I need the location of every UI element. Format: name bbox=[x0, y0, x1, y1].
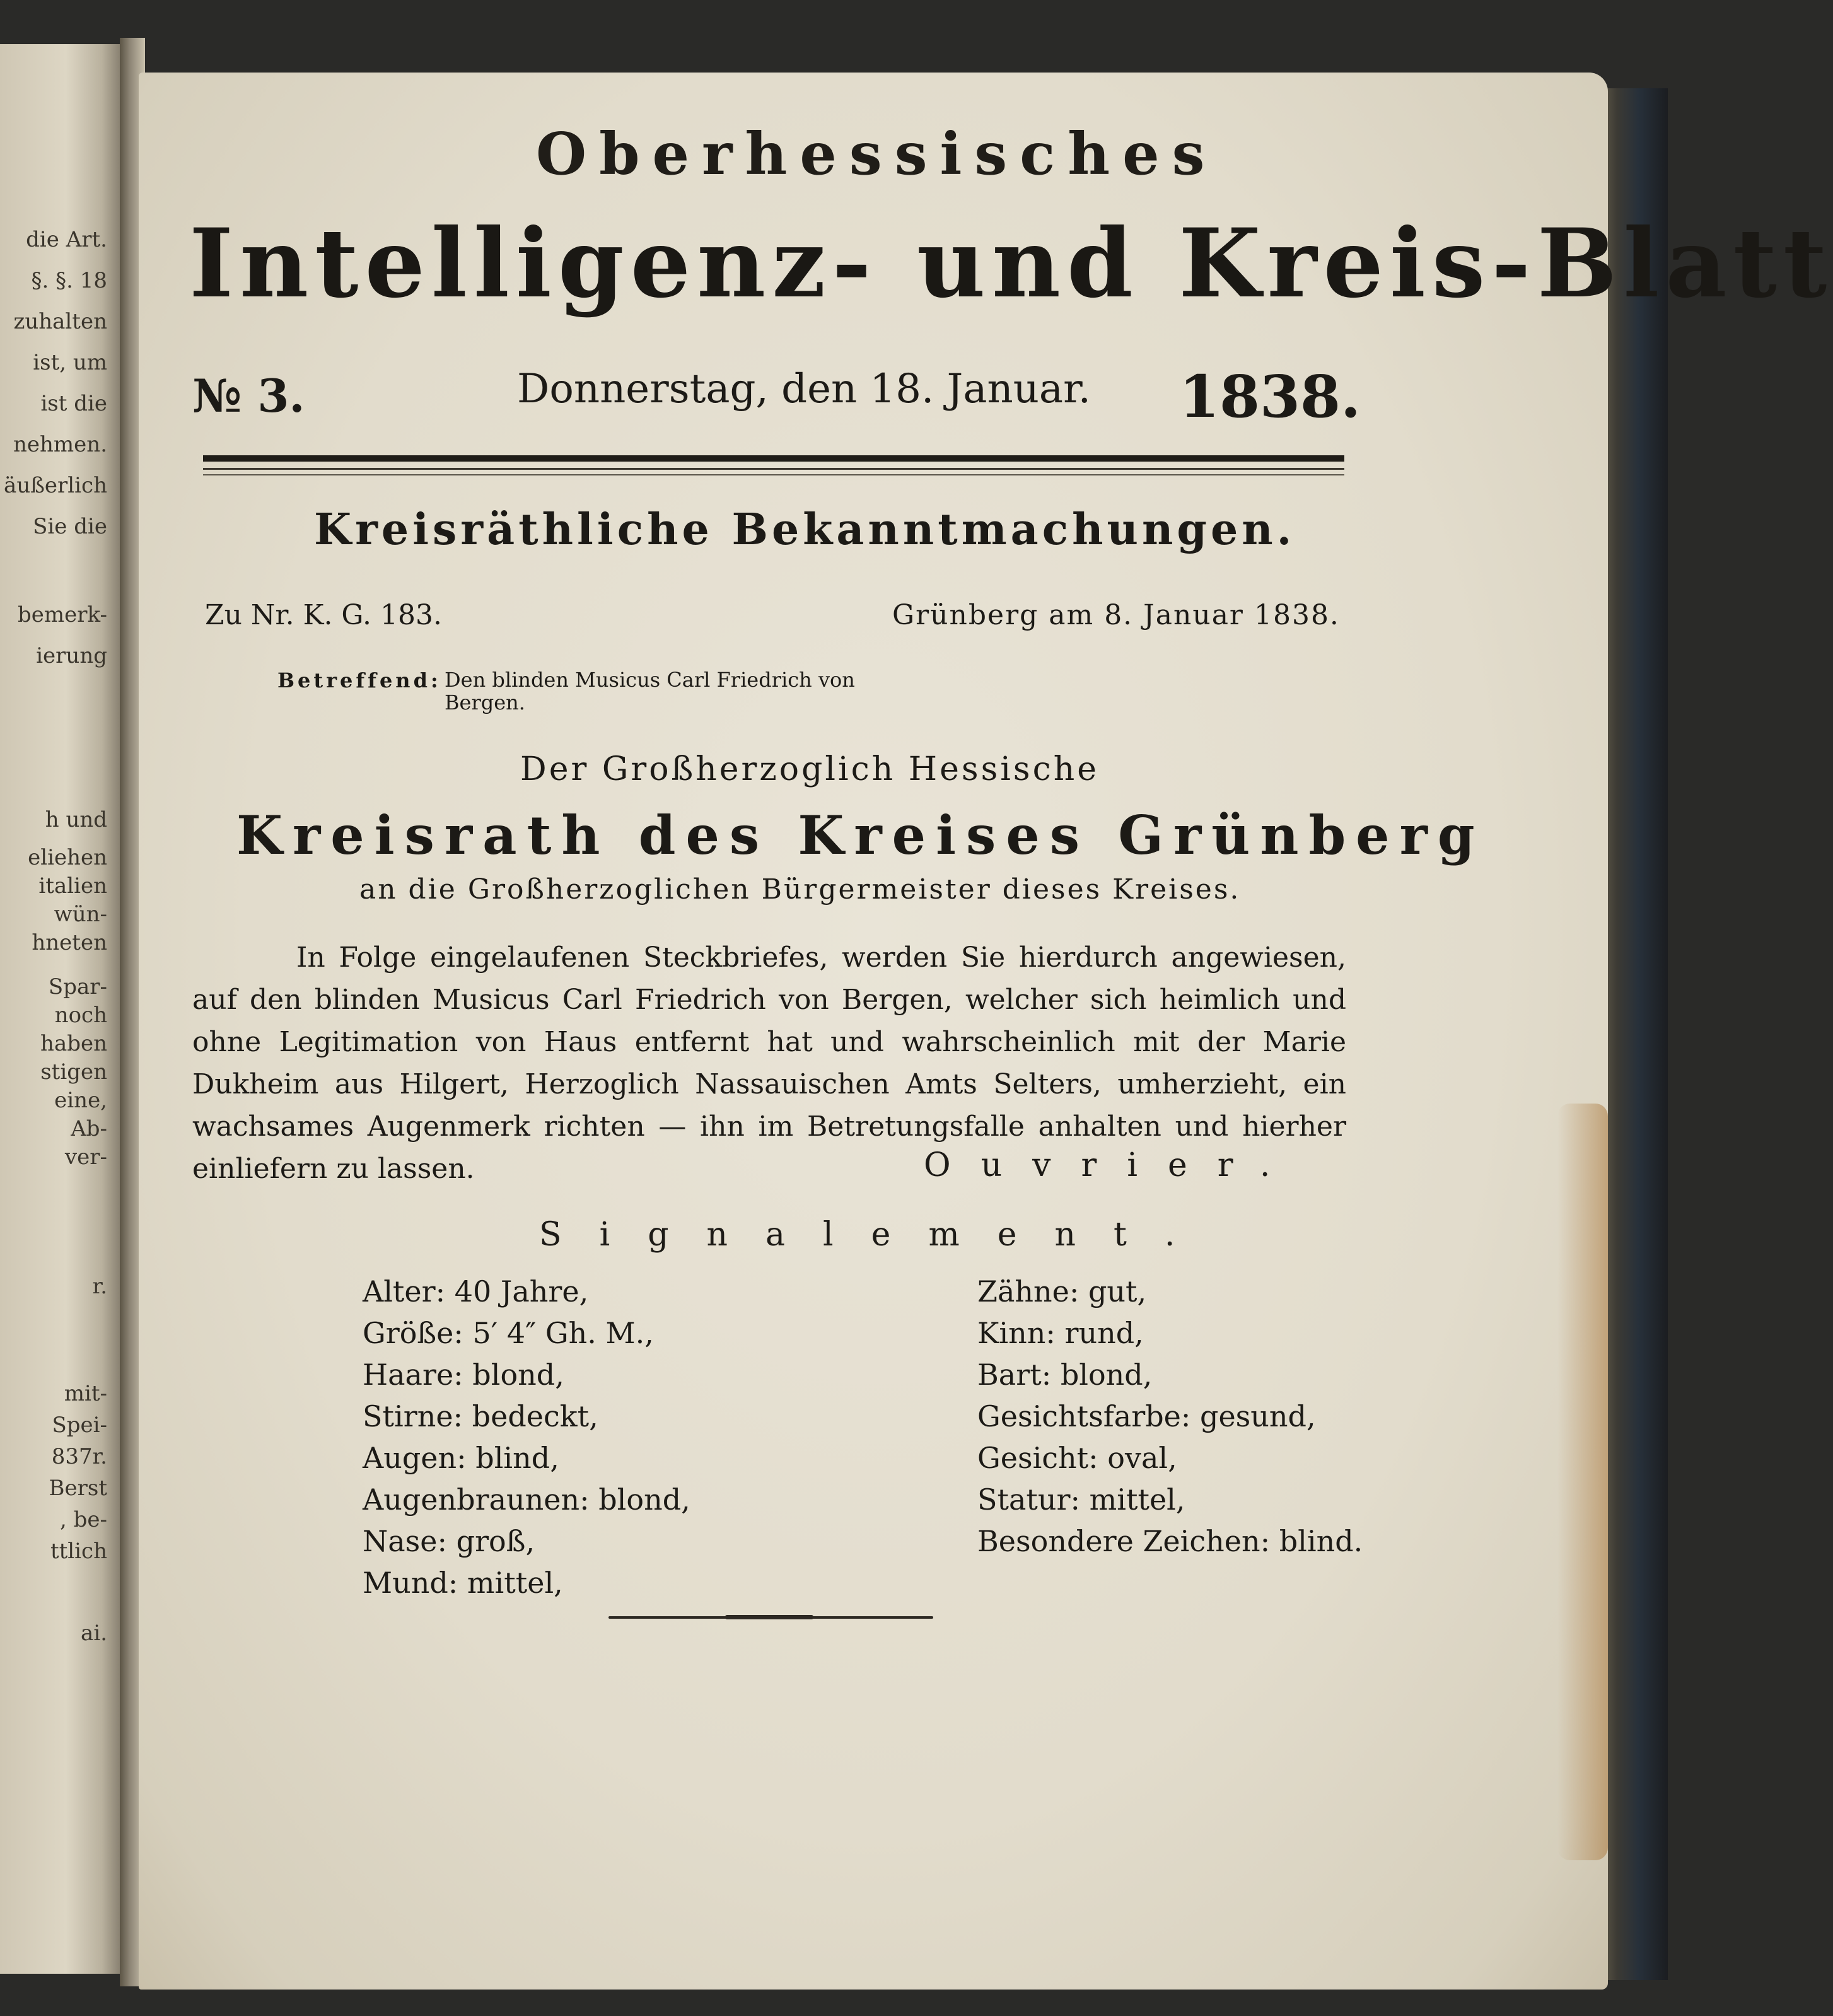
section-title: Kreisräthliche Bekanntmachungen. bbox=[314, 504, 1296, 555]
left-fragment: ist, um bbox=[33, 350, 107, 375]
left-fragment: hneten bbox=[32, 930, 107, 955]
issue-number: № 3. bbox=[192, 369, 305, 422]
signalement-right-column bbox=[977, 1271, 1363, 1562]
signalement-item: Nase: groß, bbox=[363, 1524, 535, 1558]
issue-date: Donnerstag, den 18. Januar. bbox=[517, 366, 1091, 412]
left-fragment: Ab- bbox=[71, 1116, 107, 1141]
notice-reference: Zu Nr. K. G. 183. bbox=[205, 599, 442, 631]
signalement-item: Augenbraunen: blond, bbox=[363, 1483, 690, 1517]
left-fragment: äußerlich bbox=[4, 473, 107, 498]
signalement-item: Kinn: rund, bbox=[977, 1316, 1144, 1350]
subject-text: Den blinden Musicus Carl Friedrich von Bergen. bbox=[445, 668, 855, 714]
left-page-edge bbox=[0, 44, 120, 1974]
left-fragment: ttlich bbox=[50, 1539, 107, 1564]
issue-year: 1838. bbox=[1179, 363, 1361, 431]
left-fragment: , be- bbox=[60, 1507, 107, 1532]
left-fragment: Berst bbox=[49, 1476, 107, 1501]
signalement-item: Zähne: gut, bbox=[977, 1274, 1147, 1308]
left-fragment: bemerk- bbox=[18, 602, 107, 627]
notice-signature: Ouvrier. bbox=[924, 1146, 1301, 1184]
signalement-item: Augen: blind, bbox=[363, 1441, 559, 1475]
authority-line-1: Der Großherzoglich Hessische bbox=[520, 750, 1099, 788]
signalement-item: Statur: mittel, bbox=[977, 1483, 1185, 1517]
left-fragment: h und bbox=[45, 807, 107, 832]
signalement-item: Mund: mittel, bbox=[363, 1566, 563, 1600]
left-fragment: wün- bbox=[54, 902, 107, 927]
left-fragment: Spar- bbox=[48, 974, 107, 999]
left-fragment: nehmen. bbox=[13, 432, 107, 457]
left-fragment: Spei- bbox=[52, 1413, 107, 1438]
left-fragment: eine, bbox=[54, 1088, 107, 1113]
signalement-item: Alter: 40 Jahre, bbox=[363, 1274, 589, 1308]
left-fragment: Sie die bbox=[33, 514, 107, 539]
left-fragment: eliehen bbox=[28, 845, 107, 870]
signalement-item: Stirne: bedeckt, bbox=[363, 1399, 598, 1433]
left-fragment: mit- bbox=[64, 1381, 107, 1406]
authority-line-2: Kreisrath des Kreises Grünberg bbox=[236, 804, 1485, 866]
signalement-item: Gesicht: oval, bbox=[977, 1441, 1177, 1475]
signalement-item: Besondere Zeichen: blind. bbox=[977, 1524, 1363, 1558]
left-fragment: ai. bbox=[81, 1621, 107, 1646]
masthead-rule-thin bbox=[203, 474, 1344, 475]
closing-rule-center bbox=[725, 1615, 813, 1619]
notice-place-date: Grünberg am 8. Januar 1838. bbox=[892, 599, 1340, 631]
left-fragment: 837r. bbox=[51, 1444, 107, 1469]
left-fragment: die Art. bbox=[26, 227, 107, 252]
masthead-rule-thick bbox=[203, 455, 1344, 462]
signalement-title: Signalement. bbox=[539, 1216, 1213, 1254]
authority-line-3: an die Großherzoglichen Bürgermeister dieses Kreises. bbox=[359, 873, 1241, 906]
left-fragment: haben bbox=[40, 1031, 107, 1056]
masthead-title-main: Intelligenz- und Kreis-Blatt bbox=[189, 208, 1833, 319]
signalement-item: Bart: blond, bbox=[977, 1358, 1153, 1392]
left-fragment: noch bbox=[54, 1003, 107, 1028]
left-fragment: §. §. 18 bbox=[31, 268, 107, 293]
left-fragment: r. bbox=[92, 1274, 107, 1299]
signalement-left-column bbox=[363, 1271, 690, 1604]
left-fragment: stigen bbox=[40, 1059, 107, 1085]
page-edge-stain bbox=[1557, 1104, 1608, 1860]
masthead-title-top: Oberhessisches bbox=[536, 120, 1218, 188]
left-fragment: italien bbox=[38, 873, 107, 899]
masthead-rule-thin bbox=[203, 468, 1344, 470]
subject-label: Betreffend: bbox=[277, 668, 441, 692]
left-fragment: ver- bbox=[64, 1145, 107, 1170]
signalement-item: Haare: blond, bbox=[363, 1358, 564, 1392]
notice-body: In Folge eingelaufenen Steckbriefes, werden Sie hierdurch angewiesen, auf den blinden Musicus Carl Friedrich von Bergen, welcher sich heimlich und ohne Legitimation von Haus entfernt hat und wahrscheinlich mit der Marie Dukheim aus Hilgert, Herzoglich Nassauischen Amts Selters, umherzieht, ein wachsames Augenmerk richten — ihn im Betretungsfalle anhalten und hierher einliefern zu lassen. bbox=[192, 941, 1346, 1185]
left-fragment: ierung bbox=[36, 643, 107, 668]
signalement-item: Gesichtsfarbe: gesund, bbox=[977, 1399, 1316, 1433]
signalement-item: Größe: 5′ 4″ Gh. M., bbox=[363, 1316, 654, 1350]
left-fragment: zuhalten bbox=[13, 309, 107, 334]
left-fragment: ist die bbox=[40, 391, 107, 416]
